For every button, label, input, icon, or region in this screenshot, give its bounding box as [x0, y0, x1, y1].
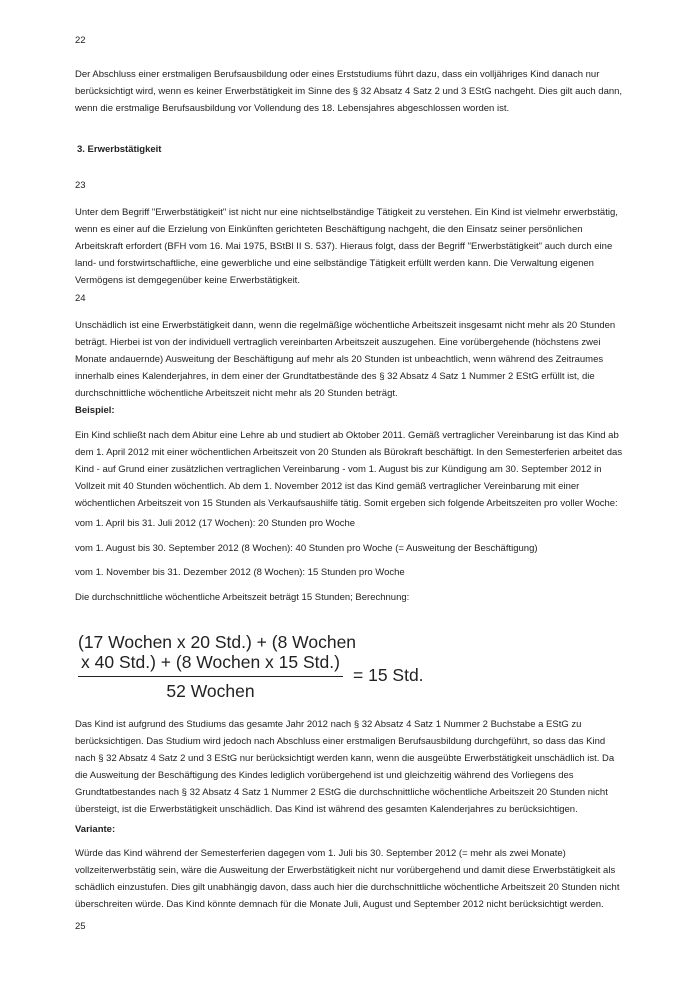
- conclusion-text: Das Kind ist aufgrund des Studiums das gesamte Jahr 2012 nach § 32 Absatz 4 Satz 1 Nummer 2 Buchstabe a EStG zu berücksichtigen. Das Studium wird jedoch nach Abschluss einer erstmaligen Berufsausbildung durchgeführt, so dass das Kind nach § 32 Absatz 4 Satz 2 und 3 EStG nur berücksichtigt werden kann, wenn die ausgeübte Erwerbstätigkeit unschädlich ist. Da die Ausweitung der Beschäftigung des Kindes lediglich vorübergehend ist und gleichzeitig während des Vorliegens des Grundtatbestandes nach § 32 Absatz 4 Satz 1 Nummer 2 EStG die durchschnittliche wöchentliche Arbeitszeit 20 Stunden nicht übersteigt, ist die Erwerbstätigkeit unschädlich. Das Kind ist während des gesamten Kalenderjahres zu berücksichtigen.: [75, 719, 615, 815]
- period-line-1: vom 1. April bis 31. Juli 2012 (17 Wochen): 20 Stunden pro Woche: [75, 518, 356, 529]
- example-label: Beispiel:: [75, 405, 115, 416]
- example-text: Ein Kind schließt nach dem Abitur eine Lehre ab und studiert ab Oktober 2011. Gemäß vertraglicher Vereinbarung ist das Kind ab dem 1. April 2012 mit einer wöchentlichen Arbeitszeit von 20 Stunden als Bürokraft beschäftigt. In den Semesterferien arbeitet das Kind - auf Grund einer zusätzlichen vertraglichen Vereinbarung - vom 1. August bis zur Kündigung am 30. September 2012 in Vollzeit mit 40 Stunden wöchentlich. Ab dem 1. November 2012 ist das Kind gemäß vertraglicher Vereinbarung mit einer wöchentlichen Arbeitszeit von 15 Stunden als Verkaufsaushilfe tätig. Somit ergeben sich folgende Arbeitszeiten pro voller Woche:: [75, 430, 623, 509]
- period-line-3: vom 1. November bis 31. Dezember 2012 (8 Wochen): 15 Stunden pro Woche: [75, 567, 405, 578]
- section-heading: 3. Erwerbstätigkeit: [77, 144, 162, 155]
- period-line-2: vom 1. August bis 30. September 2012 (8 Wochen): 40 Stunden pro Woche (= Ausweitung der Beschäftigung): [75, 543, 538, 554]
- calculation-formula: [78, 630, 438, 705]
- paragraph-24-text: Unschädlich ist eine Erwerbstätigkeit dann, wenn die regelmäßige wöchentliche Arbeitszeit insgesamt nicht mehr als 20 Stunden beträgt. Hierbei ist von der individuell vertraglich vereinbarten Arbeitszeit auszugehen. Eine vorübergehende (höchstens zwei Monate andauernde) Ausweitung der Beschäftigung auf mehr als 20 Stunden ist unbeachtlich, wenn während des Zeitraumes innerhalb eines Kalenderjahres, in dem einer der Grundtatbestände des § 32 Absatz 4 Satz 1 Nummer 2 EStG erfüllt ist, die durchschnittliche wöchentliche Arbeitszeit nicht mehr als 20 Stunden beträgt.: [75, 320, 616, 399]
- paragraph-number-23: 23: [75, 180, 86, 191]
- paragraph-22-text: Der Abschluss einer erstmaligen Berufsausbildung oder eines Erststudiums führt dazu, dass ein volljähriges Kind danach nur berücksichtigt wird, wenn es keiner Erwerbstätigkeit im Sinne des § 32 Absatz 4 Satz 2 und 3 EStG nachgeht. Dies gilt auch dann, wenn die erstmalige Berufsausbildung vor Vollendung des 18. Lebensjahres abgeschlossen worden ist.: [75, 69, 623, 114]
- variant-text: Würde das Kind während der Semesterferien dagegen vom 1. Juli bis 30. September 2012 (= mehr als zwei Monate) vollzeiterwerbstätig sein, wäre die Ausweitung der Erwerbstätigkeit nicht nur vorübergehend und damit diese Erwerbstätigkeit als schädlich einzustufen. Dies gilt unabhängig davon, dass auch hier die durchschnittliche wöchentliche Arbeitszeit 20 Stunden nicht überschreiten würde. Das Kind könnte demnach für die Monate Juli, August und September 2012 nicht berücksichtigt werden.: [75, 848, 620, 910]
- paragraph-23-text: Unter dem Begriff "Erwerbstätigkeit" ist nicht nur eine nichtselbständige Tätigkeit zu verstehen. Ein Kind ist vielmehr erwerbstätig, wenn es einer auf die Erzielung von Einkünften gerichteten Beschäftigung nachgeht, die den Einsatz seiner persönlichen Arbeitskraft erfordert (BFH vom 16. Mai 1975, BStBl II S. 537). Hieraus folgt, dass der Begriff "Erwerbstätigkeit" auch durch eine land- und forstwirtschaftliche, eine gewerbliche und eine selbständige Tätigkeit erfüllt werden kann. Die Verwaltung eigenen Vermögens ist demgegenüber keine Erwerbstätigkeit.: [75, 207, 618, 286]
- average-intro: Die durchschnittliche wöchentliche Arbeitszeit beträgt 15 Stunden; Berechnung:: [75, 592, 410, 603]
- formula-numerator-line-1: (17 Wochen x 20 Std.) + (8 Wochen: [78, 632, 357, 652]
- formula-result: = 15 Std.: [353, 665, 424, 685]
- paragraph-number-25: 25: [75, 921, 86, 932]
- paragraph-number-22: 22: [75, 35, 86, 46]
- variant-label: Variante:: [75, 824, 116, 835]
- formula-numerator-line-2: x 40 Std.) + (8 Wochen x 15 Std.): [81, 652, 340, 672]
- paragraph-number-24: 24: [75, 293, 86, 304]
- fraction-bar: [78, 676, 343, 677]
- formula-denominator: 52 Wochen: [166, 681, 255, 701]
